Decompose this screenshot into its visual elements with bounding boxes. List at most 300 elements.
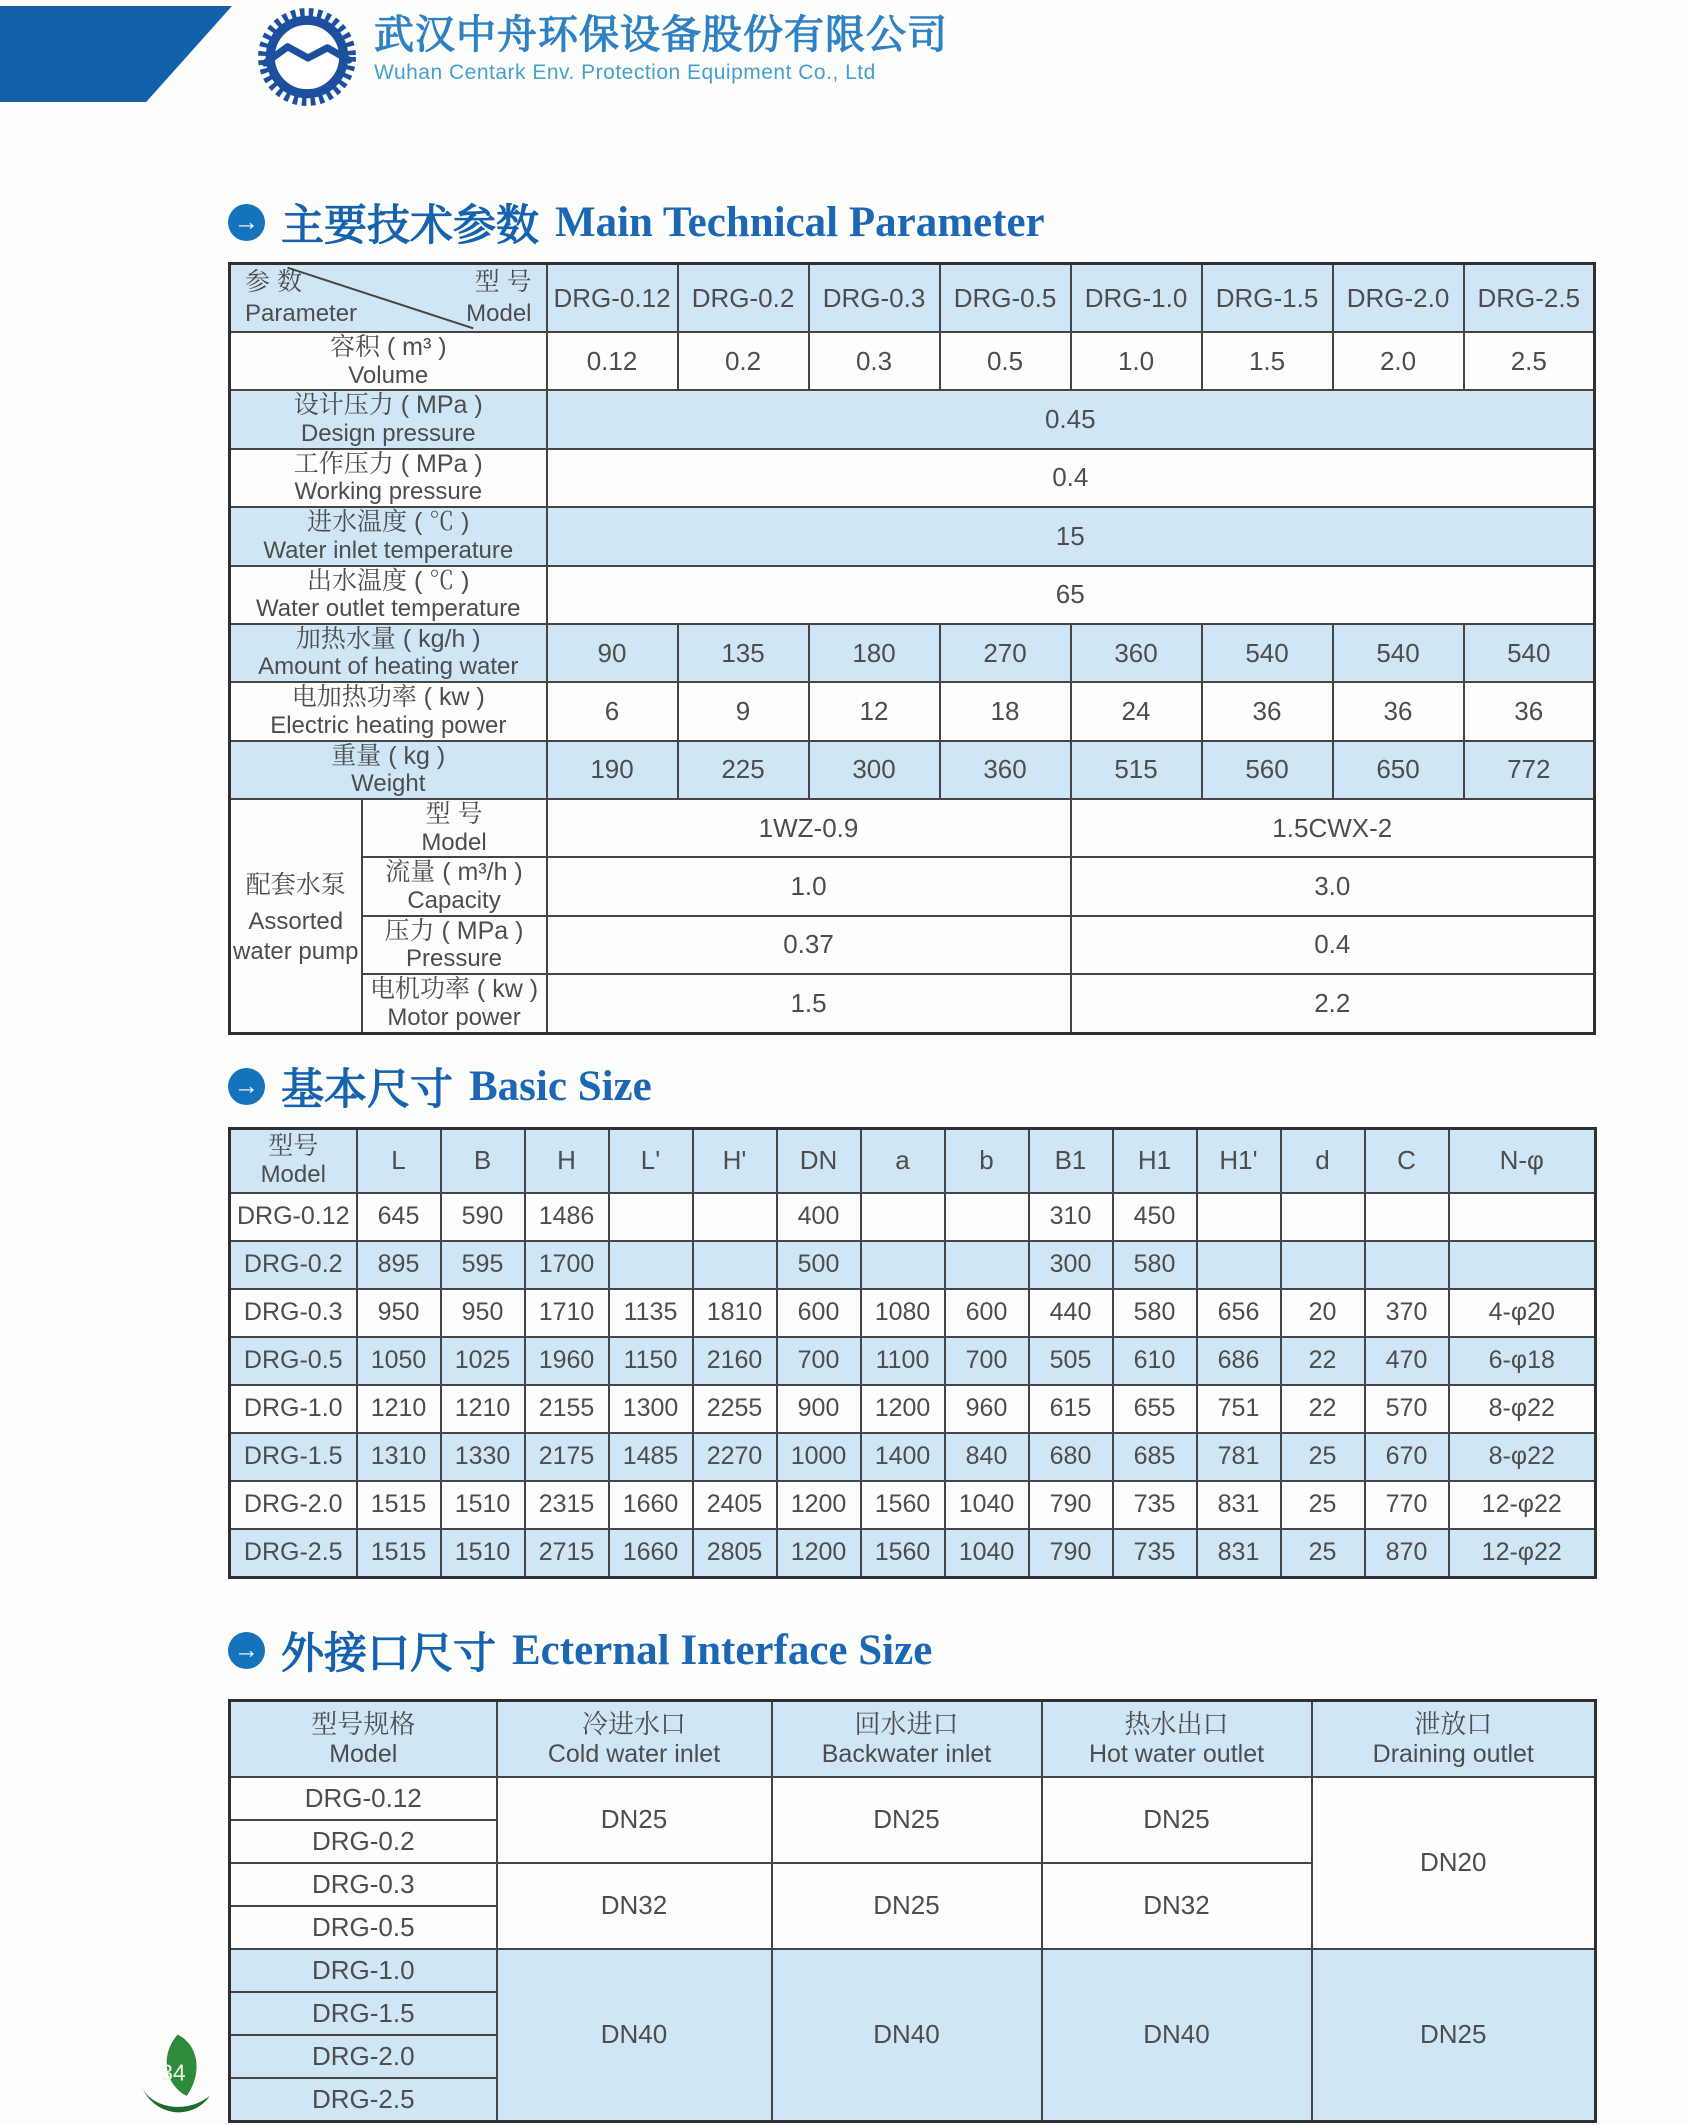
model-cell: DRG-0.5: [230, 1337, 357, 1385]
value-cell: 18: [940, 682, 1071, 740]
value-cell: 8-φ22: [1449, 1433, 1596, 1481]
value-cell: 12-φ22: [1449, 1481, 1596, 1529]
value-cell: 2255: [693, 1385, 777, 1433]
table-row: [230, 741, 1595, 799]
value-cell: 22: [1281, 1337, 1365, 1385]
value-cell: 505: [1029, 1337, 1113, 1385]
value-cell: 1210: [357, 1385, 441, 1433]
model-cell: DRG-2.0: [230, 1481, 357, 1529]
value-cell: 370: [1365, 1289, 1449, 1337]
value-cell: 900: [777, 1385, 861, 1433]
row-label: [230, 390, 547, 448]
table-row: [230, 682, 1595, 740]
row-label-zh: 重量 ( kg ): [331, 741, 446, 770]
value-cell: 1515: [357, 1529, 441, 1578]
column-header: [497, 1700, 772, 1777]
row-label: [230, 566, 547, 624]
value-cell: 540: [1333, 624, 1464, 682]
table-row: [230, 1241, 1596, 1289]
value-cell: 135: [678, 624, 809, 682]
model-cell: DRG-1.0: [230, 1949, 497, 1992]
row-label-en: Electric heating power: [270, 711, 507, 739]
merged-value-cell: 1.5: [547, 974, 1071, 1033]
value-cell: 735: [1113, 1529, 1197, 1578]
value-cell: 180: [809, 624, 940, 682]
value-cell: 470: [1365, 1337, 1449, 1385]
model-cell: DRG-1.0: [230, 1385, 357, 1433]
merged-value-cell: 3.0: [1071, 857, 1595, 915]
model-cell: DRG-1.5: [230, 1992, 497, 2035]
value-cell: 25: [1281, 1433, 1365, 1481]
model-column-header: DRG-2.0: [1333, 264, 1464, 333]
value-cell: [1281, 1193, 1365, 1241]
value-cell: 840: [945, 1433, 1029, 1481]
column-header: L: [357, 1128, 441, 1193]
value-cell: 680: [1029, 1433, 1113, 1481]
value-cell: 1150: [609, 1337, 693, 1385]
value-cell: 2270: [693, 1433, 777, 1481]
value-cell: [861, 1241, 945, 1289]
row-label: [362, 799, 547, 857]
value-cell: 360: [940, 741, 1071, 799]
column-header-zh: 型号规格: [311, 1709, 416, 1740]
value-cell: 1300: [609, 1385, 693, 1433]
value-cell: 0.12: [547, 332, 678, 390]
row-label-zh: 容积 ( m³ ): [329, 333, 447, 361]
table-row: [230, 390, 1595, 448]
value-cell: 1560: [861, 1529, 945, 1578]
page-header: [0, 0, 1689, 110]
value-cell: 1960: [525, 1337, 609, 1385]
pump-group-zh: 配套水泵: [245, 870, 346, 899]
value-cell: 645: [357, 1193, 441, 1241]
merged-value-cell: 0.4: [1071, 916, 1595, 974]
value-cell: 20: [1281, 1289, 1365, 1337]
row-label-en: Pressure: [405, 945, 503, 973]
value-cell: 772: [1464, 741, 1595, 799]
model-cell: DRG-2.5: [230, 2078, 497, 2122]
column-header: H1': [1197, 1128, 1281, 1193]
arrow-bullet-icon: →: [228, 1632, 265, 1669]
column-header: a: [861, 1128, 945, 1193]
value-cell: 615: [1029, 1385, 1113, 1433]
section-title-main-parameter: [228, 196, 1594, 248]
value-cell: [861, 1193, 945, 1241]
pump-group-label: [230, 799, 362, 1033]
table-row: [230, 1385, 1596, 1433]
value-cell: 1050: [357, 1337, 441, 1385]
column-header: [1312, 1700, 1596, 1777]
value-cell: 2315: [525, 1481, 609, 1529]
value-cell: 0.2: [678, 332, 809, 390]
row-label-zh: 电加热功率 ( kw ): [291, 683, 485, 712]
value-cell: 790: [1029, 1481, 1113, 1529]
value-cell: 790: [1029, 1529, 1113, 1578]
value-cell: 4-φ20: [1449, 1289, 1596, 1337]
value-cell: 960: [945, 1385, 1029, 1433]
value-cell: 24: [1071, 682, 1202, 740]
value-cell: 12-φ22: [1449, 1529, 1596, 1578]
value-cell: 500: [777, 1241, 861, 1289]
row-label-zh: 出水温度 ( ℃ ): [307, 566, 470, 595]
section-title-en: Main Technical Parameter: [555, 198, 1045, 246]
model-cell: DRG-0.3: [230, 1863, 497, 1906]
value-cell: 12: [809, 682, 940, 740]
value-cell: 310: [1029, 1193, 1113, 1241]
value-cell: 650: [1333, 741, 1464, 799]
value-cell: 1135: [609, 1289, 693, 1337]
table-row: [230, 1337, 1596, 1385]
model-cell: DRG-0.2: [230, 1820, 497, 1863]
value-cell: 1200: [777, 1529, 861, 1578]
merged-value-cell: DN25: [772, 1863, 1042, 1949]
value-cell: 1810: [693, 1289, 777, 1337]
column-header: [230, 1700, 497, 1777]
value-cell: 950: [441, 1289, 525, 1337]
value-cell: 450: [1113, 1193, 1197, 1241]
table-row: [230, 507, 1595, 565]
value-cell: 0.5: [940, 332, 1071, 390]
column-header: N-φ: [1449, 1128, 1596, 1193]
value-cell: 2715: [525, 1529, 609, 1578]
value-cell: [1365, 1193, 1449, 1241]
row-label-zh: 电机功率 ( kw ): [369, 975, 539, 1004]
value-cell: 90: [547, 624, 678, 682]
row-label-zh: 型 号: [425, 800, 483, 828]
model-column-header: DRG-0.2: [678, 264, 809, 333]
column-header: [1042, 1700, 1312, 1777]
row-label-en: Design pressure: [300, 419, 476, 447]
model-cell: DRG-0.2: [230, 1241, 357, 1289]
table-row: [230, 916, 1595, 974]
model-cell: DRG-0.3: [230, 1289, 357, 1337]
merged-value-cell: DN40: [772, 1949, 1042, 2122]
column-header: B: [441, 1128, 525, 1193]
merged-value-cell: 0.37: [547, 916, 1071, 974]
row-label-en: Model: [421, 828, 487, 856]
value-cell: [1449, 1193, 1596, 1241]
company-name-en: Wuhan Centark Env. Protection Equipment Co., Ltd: [374, 61, 876, 84]
pump-group-en: Assorted water pump: [233, 907, 359, 965]
row-label-en: Water inlet temperature: [263, 536, 514, 564]
column-header-zh: 冷进水口: [581, 1709, 686, 1740]
table-row: [230, 449, 1595, 507]
value-cell: 1700: [525, 1241, 609, 1289]
row-label-en: Motor power: [387, 1003, 521, 1031]
row-label-zh: 设计压力 ( MPa ): [293, 391, 483, 420]
value-cell: 515: [1071, 741, 1202, 799]
value-cell: 1080: [861, 1289, 945, 1337]
table-row: [230, 1949, 1596, 1992]
row-label: [362, 916, 547, 974]
row-label: [230, 741, 547, 799]
company-name-block: [374, 12, 948, 85]
value-cell: 1515: [357, 1481, 441, 1529]
section-title-basic-size: [228, 1061, 1594, 1113]
value-cell: 1400: [861, 1433, 945, 1481]
merged-value-cell: 0.45: [547, 390, 1595, 448]
value-cell: 600: [777, 1289, 861, 1337]
value-cell: [945, 1193, 1029, 1241]
value-cell: 580: [1113, 1289, 1197, 1337]
table-row: [230, 1529, 1596, 1578]
value-cell: 0.3: [809, 332, 940, 390]
value-cell: 25: [1281, 1481, 1365, 1529]
row-label: [362, 857, 547, 915]
model-label-zh: 型 号: [474, 268, 532, 297]
merged-value-cell: 0.4: [547, 449, 1595, 507]
value-cell: 1330: [441, 1433, 525, 1481]
row-label-en: Volume: [348, 361, 429, 389]
value-cell: 656: [1197, 1289, 1281, 1337]
table-row: [230, 264, 1595, 333]
table-row: [230, 1289, 1596, 1337]
section-title-zh: 基本尺寸: [281, 1066, 453, 1114]
column-header: L': [609, 1128, 693, 1193]
value-cell: 580: [1113, 1241, 1197, 1289]
value-cell: 36: [1202, 682, 1333, 740]
value-cell: 270: [940, 624, 1071, 682]
model-corner-header: [230, 1128, 357, 1193]
column-header-en: Backwater inlet: [821, 1739, 992, 1768]
page-content: [228, 196, 1594, 2123]
row-label: [230, 682, 547, 740]
value-cell: 225: [678, 741, 809, 799]
merged-value-cell: 1WZ-0.9: [547, 799, 1071, 857]
value-cell: 1660: [609, 1529, 693, 1578]
value-cell: 1710: [525, 1289, 609, 1337]
table-row: [230, 1433, 1596, 1481]
value-cell: 610: [1113, 1337, 1197, 1385]
value-cell: 570: [1365, 1385, 1449, 1433]
value-cell: 700: [945, 1337, 1029, 1385]
company-name-zh: 武汉中舟环保设备股份有限公司: [374, 13, 948, 57]
value-cell: 1100: [861, 1337, 945, 1385]
column-header: b: [945, 1128, 1029, 1193]
value-cell: 300: [809, 741, 940, 799]
basic-size-table: [228, 1127, 1597, 1579]
value-cell: 9: [678, 682, 809, 740]
model-column-header: DRG-1.5: [1202, 264, 1333, 333]
column-header-en: Draining outlet: [1372, 1739, 1534, 1768]
merged-value-cell: DN40: [1042, 1949, 1312, 2122]
merged-value-cell: DN25: [772, 1777, 1042, 1863]
row-label: [362, 974, 547, 1033]
value-cell: 1200: [861, 1385, 945, 1433]
merged-value-cell: DN32: [497, 1863, 772, 1949]
value-cell: [1281, 1241, 1365, 1289]
row-label-zh: 进水温度 ( ℃ ): [307, 508, 470, 537]
value-cell: 670: [1365, 1433, 1449, 1481]
value-cell: [1197, 1193, 1281, 1241]
value-cell: 190: [547, 741, 678, 799]
merged-value-cell: DN25: [1042, 1777, 1312, 1863]
row-label: [230, 624, 547, 682]
column-header: H': [693, 1128, 777, 1193]
value-cell: 1000: [777, 1433, 861, 1481]
value-cell: 1485: [609, 1433, 693, 1481]
value-cell: 2155: [525, 1385, 609, 1433]
main-parameter-table: [228, 262, 1596, 1035]
row-label: [230, 507, 547, 565]
table-row: [230, 1700, 1596, 1777]
value-cell: 400: [777, 1193, 861, 1241]
section-title-interface-size: [228, 1625, 1594, 1677]
value-cell: [693, 1193, 777, 1241]
value-cell: 300: [1029, 1241, 1113, 1289]
row-label-en: Weight: [351, 770, 426, 798]
table-row: [230, 1777, 1596, 1820]
value-cell: 831: [1197, 1481, 1281, 1529]
column-header: DN: [777, 1128, 861, 1193]
value-cell: 360: [1071, 624, 1202, 682]
row-label-en: Water outlet temperature: [255, 595, 521, 622]
model-cell: DRG-0.12: [230, 1193, 357, 1241]
value-cell: 595: [441, 1241, 525, 1289]
value-cell: [1449, 1241, 1596, 1289]
value-cell: 2160: [693, 1337, 777, 1385]
row-label-en: Capacity: [407, 886, 501, 914]
column-header-en: Hot water outlet: [1088, 1739, 1265, 1768]
value-cell: 1.0: [1071, 332, 1202, 390]
value-cell: 1040: [945, 1529, 1029, 1578]
merged-value-cell: DN40: [497, 1949, 772, 2122]
value-cell: 655: [1113, 1385, 1197, 1433]
value-cell: 831: [1197, 1529, 1281, 1578]
value-cell: 700: [777, 1337, 861, 1385]
value-cell: 2175: [525, 1433, 609, 1481]
value-cell: 2.5: [1464, 332, 1595, 390]
column-header-en: Model: [329, 1739, 398, 1768]
value-cell: 36: [1333, 682, 1464, 740]
value-cell: 870: [1365, 1529, 1449, 1578]
table-row: [230, 332, 1595, 390]
value-cell: 686: [1197, 1337, 1281, 1385]
model-cell: DRG-0.12: [230, 1777, 497, 1820]
model-column-header: DRG-0.12: [547, 264, 678, 333]
merged-value-cell: 1.5CWX-2: [1071, 799, 1595, 857]
merged-value-cell: 1.0: [547, 857, 1071, 915]
value-cell: 8-φ22: [1449, 1385, 1596, 1433]
column-header-en: Cold water inlet: [547, 1739, 721, 1768]
model-label-en: Model: [466, 299, 532, 327]
param-label-en: Parameter: [245, 299, 358, 327]
value-cell: [693, 1241, 777, 1289]
value-cell: 6-φ18: [1449, 1337, 1596, 1385]
column-header-zh: 热水出口: [1124, 1709, 1229, 1740]
page-number-leaf-icon: [128, 2030, 224, 2122]
value-cell: 36: [1464, 682, 1595, 740]
corner-en: Model: [260, 1160, 326, 1188]
param-label-zh: 参 数: [245, 268, 302, 297]
value-cell: 2805: [693, 1529, 777, 1578]
value-cell: 1210: [441, 1385, 525, 1433]
interface-size-table: [228, 1699, 1597, 2123]
row-label-zh: 压力 ( MPa ): [384, 916, 524, 945]
row-label: [230, 332, 547, 390]
value-cell: 590: [441, 1193, 525, 1241]
model-cell: DRG-2.5: [230, 1529, 357, 1578]
merged-value-cell: DN32: [1042, 1863, 1312, 1949]
value-cell: 751: [1197, 1385, 1281, 1433]
value-cell: 540: [1464, 624, 1595, 682]
row-label-en: Amount of heating water: [258, 653, 519, 681]
corner-header-cell: [230, 264, 547, 333]
row-label-zh: 流量 ( m³/h ): [385, 858, 523, 887]
table-row: [230, 857, 1595, 915]
section-title-en: Ecternal Interface Size: [512, 1627, 933, 1674]
model-column-header: DRG-0.5: [940, 264, 1071, 333]
value-cell: 1660: [609, 1481, 693, 1529]
table-row: [230, 974, 1595, 1033]
value-cell: 735: [1113, 1481, 1197, 1529]
value-cell: 1560: [861, 1481, 945, 1529]
value-cell: [609, 1241, 693, 1289]
model-cell: DRG-2.0: [230, 2035, 497, 2078]
value-cell: 1025: [441, 1337, 525, 1385]
value-cell: 895: [357, 1241, 441, 1289]
value-cell: 560: [1202, 741, 1333, 799]
model-column-header: DRG-0.3: [809, 264, 940, 333]
model-cell: DRG-1.5: [230, 1433, 357, 1481]
merged-value-cell: DN25: [497, 1777, 772, 1863]
section-title-zh: 外接口尺寸: [281, 1630, 496, 1678]
value-cell: 2.0: [1333, 332, 1464, 390]
value-cell: 1510: [441, 1481, 525, 1529]
value-cell: 1486: [525, 1193, 609, 1241]
value-cell: 6: [547, 682, 678, 740]
merged-value-cell: 2.2: [1071, 974, 1595, 1033]
merged-value-cell: 65: [547, 566, 1595, 624]
model-column-header: DRG-2.5: [1464, 264, 1595, 333]
column-header: H1: [1113, 1128, 1197, 1193]
value-cell: 25: [1281, 1529, 1365, 1578]
column-header-zh: 泄放口: [1414, 1709, 1493, 1740]
value-cell: 540: [1202, 624, 1333, 682]
corner-wedge-decoration: [0, 6, 232, 102]
value-cell: 600: [945, 1289, 1029, 1337]
model-column-header: DRG-1.0: [1071, 264, 1202, 333]
value-cell: 2405: [693, 1481, 777, 1529]
column-header-zh: 回水进口: [854, 1709, 959, 1740]
section-title-en: Basic Size: [469, 1063, 652, 1110]
arrow-bullet-icon: →: [228, 204, 265, 241]
table-row: [230, 1481, 1596, 1529]
value-cell: 1200: [777, 1481, 861, 1529]
column-header: B1: [1029, 1128, 1113, 1193]
table-row: [230, 1193, 1596, 1241]
column-header: H: [525, 1128, 609, 1193]
column-header: [772, 1700, 1042, 1777]
model-cell: DRG-0.5: [230, 1906, 497, 1949]
merged-value-cell: DN20: [1312, 1777, 1596, 1949]
table-row: [230, 624, 1595, 682]
table-row: [230, 1128, 1596, 1193]
value-cell: 950: [357, 1289, 441, 1337]
corner-zh: 型号: [268, 1132, 319, 1161]
row-label: [230, 449, 547, 507]
value-cell: 1510: [441, 1529, 525, 1578]
diagonal-divider-line: [231, 265, 546, 331]
page-number: 34: [160, 2059, 186, 2086]
row-label-en: Working pressure: [294, 478, 483, 506]
merged-value-cell: 15: [547, 507, 1595, 565]
column-header: C: [1365, 1128, 1449, 1193]
value-cell: 1310: [357, 1433, 441, 1481]
column-header: d: [1281, 1128, 1365, 1193]
value-cell: 781: [1197, 1433, 1281, 1481]
value-cell: 440: [1029, 1289, 1113, 1337]
